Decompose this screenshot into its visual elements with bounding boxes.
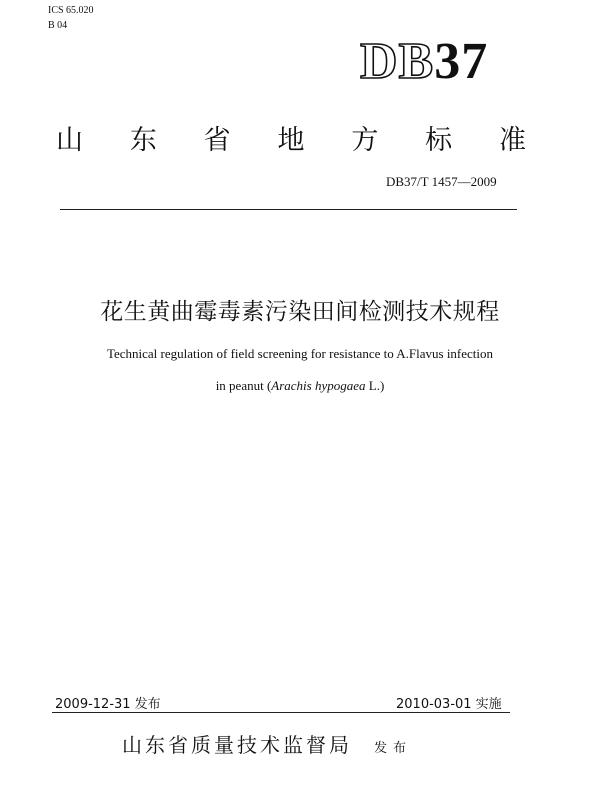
effective-date: 2010-03-01 实施 [396,697,502,712]
db37-logo [360,33,489,90]
title-english-prefix: in peanut ( [215,378,272,393]
logo-prefix: DB [360,33,435,90]
ics-code: ICS 65.020 [48,5,94,16]
issue-action: 发布 [374,741,413,756]
title-english-line1: Technical regulation of field screening for resistance to A.Flavus infection [106,346,494,361]
standard-type-char: 山 [56,125,83,156]
standard-type-char: 省 [203,125,231,156]
title-english-suffix: L.) [365,378,385,393]
standard-type-char: 地 [277,125,305,156]
standard-type [56,118,526,157]
standard-number: DB37/T 1457—2009 [386,174,497,189]
issuer-name: 山东省质量技术监督局 [122,733,352,757]
standard-type-char: 东 [129,125,157,156]
header-divider [60,209,517,210]
title-chinese: 花生黄曲霉毒素污染田间检测技术规程 [100,299,500,325]
title-english-line2 [0,378,600,394]
standard-type-char: 标 [425,125,453,156]
logo-number: 37 [434,33,489,90]
standard-type-char: 方 [351,125,379,156]
classification-code: B 04 [48,20,68,31]
species-name: Arachis hypogaea [271,378,366,393]
standard-type-char: 准 [498,125,526,156]
issuer-line [122,729,412,758]
publish-date: 2009-12-31 发布 [55,697,161,712]
footer-divider [52,712,510,713]
